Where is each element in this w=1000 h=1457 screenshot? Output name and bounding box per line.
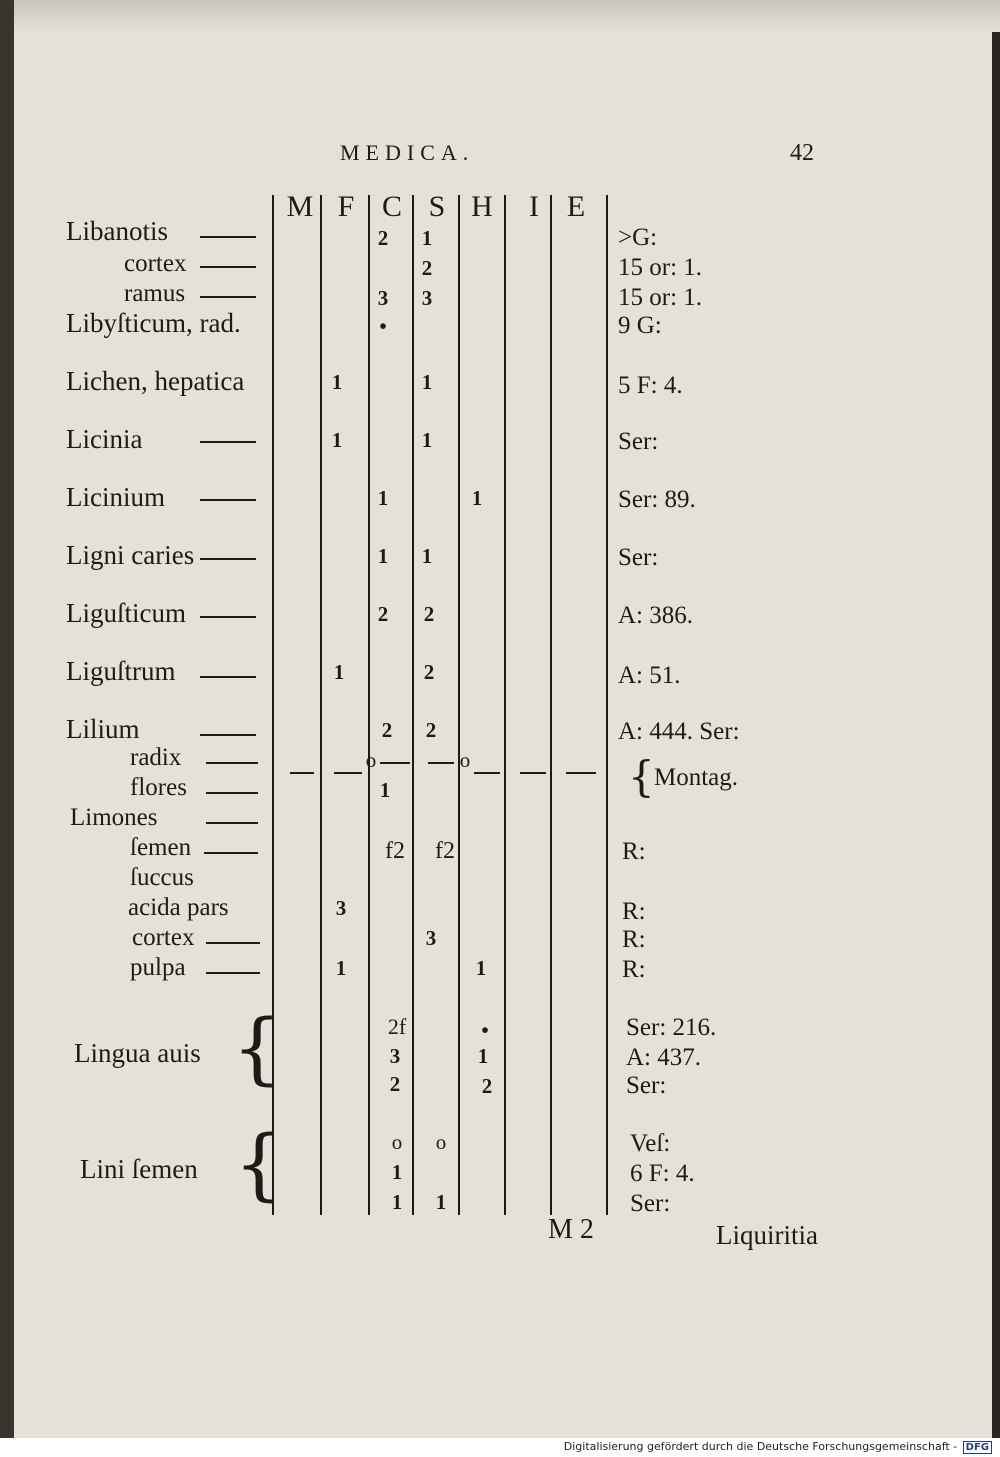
cell-value: o bbox=[459, 748, 471, 772]
catchword: Liquiritia bbox=[716, 1220, 818, 1250]
cell-value: f2 bbox=[385, 838, 405, 864]
leader-dash bbox=[204, 852, 258, 854]
brace-bracket: { bbox=[234, 1120, 284, 1210]
cell-value: 2 bbox=[421, 256, 433, 280]
reference-text: Ser: bbox=[618, 428, 659, 455]
leader-dash bbox=[200, 499, 256, 501]
leader-dash bbox=[200, 296, 256, 298]
cell-value: 2 bbox=[377, 602, 389, 626]
cell-value: 3 bbox=[389, 1044, 401, 1068]
cell-value: 1 bbox=[331, 370, 343, 394]
page-number: 42 bbox=[790, 140, 814, 166]
column-header-s: S bbox=[428, 190, 446, 223]
column-header-m: M bbox=[286, 190, 314, 223]
funding-notice-text: Digitalisierung gefördert durch die Deutsche Forschungsgemeinschaft - bbox=[563, 1440, 958, 1453]
column-rule bbox=[412, 195, 414, 1215]
reference-text: R: bbox=[622, 956, 646, 983]
page-top-shadow bbox=[14, 0, 1000, 32]
leader-dash bbox=[200, 441, 256, 443]
column-header-e: E bbox=[566, 190, 586, 223]
dfg-logo: DFG bbox=[963, 1441, 992, 1454]
radix-dash bbox=[520, 772, 546, 774]
row-label: Libanotis bbox=[66, 216, 168, 246]
cell-value: 1 bbox=[421, 370, 433, 394]
reference-text: 6 F: 4. bbox=[630, 1160, 695, 1187]
leader-dash bbox=[200, 616, 256, 618]
cell-value: 1 bbox=[421, 544, 433, 568]
row-label: Libyſticum, rad. bbox=[66, 308, 241, 338]
radix-dash bbox=[290, 772, 314, 774]
row-label: ſemen bbox=[130, 834, 192, 861]
row-label: Liguſtrum bbox=[66, 656, 176, 686]
row-label: acida pars bbox=[128, 894, 229, 921]
row-label: ſuccus bbox=[130, 864, 194, 891]
running-head: MEDICA. bbox=[340, 140, 475, 165]
cell-value: 3 bbox=[425, 926, 437, 950]
cell-value: o bbox=[365, 748, 377, 772]
reference-text: Ser: bbox=[618, 544, 659, 571]
row-label: Licinia bbox=[66, 424, 143, 454]
cell-value: 2 bbox=[423, 660, 435, 684]
row-label: Limones bbox=[70, 804, 158, 831]
cell-value: 1 bbox=[391, 1190, 403, 1214]
cell-value: 3 bbox=[377, 286, 389, 310]
row-label: Liguſticum bbox=[66, 598, 186, 628]
reference-text: A: 386. bbox=[618, 602, 693, 629]
leader-dash bbox=[200, 676, 256, 678]
cell-value: 1 bbox=[477, 1044, 489, 1068]
cell-value: f2 bbox=[435, 838, 455, 864]
radix-dash bbox=[566, 772, 596, 774]
row-label: ramus bbox=[124, 280, 186, 307]
cell-value: • bbox=[481, 1018, 489, 1042]
funding-notice bbox=[564, 1440, 992, 1454]
column-header-i: I bbox=[529, 190, 539, 223]
cell-value: 1 bbox=[331, 428, 343, 452]
leader-dash bbox=[206, 762, 258, 764]
leader-dash bbox=[200, 236, 256, 238]
cell-value: 2 bbox=[423, 602, 435, 626]
row-label: pulpa bbox=[130, 954, 186, 981]
reference-text: A: 51. bbox=[618, 662, 681, 689]
row-label: radix bbox=[130, 744, 182, 771]
row-label: cortex bbox=[124, 250, 187, 277]
column-rule bbox=[504, 195, 506, 1215]
reference-text: Ser: 89. bbox=[618, 486, 696, 513]
reference-text: 9 G: bbox=[618, 312, 662, 339]
leader-dash bbox=[206, 822, 258, 824]
leader-dash bbox=[206, 942, 260, 944]
row-label: Lilium bbox=[66, 714, 140, 744]
cell-value: 1 bbox=[377, 544, 389, 568]
cell-value: 2 bbox=[425, 718, 437, 742]
cell-value: 1 bbox=[377, 486, 389, 510]
row-label: Lingua auis bbox=[74, 1038, 201, 1068]
reference-text: 15 or: 1. bbox=[618, 284, 703, 311]
row-label: cortex bbox=[132, 924, 195, 951]
cell-value: 1 bbox=[475, 956, 487, 980]
leader-dash bbox=[206, 972, 260, 974]
row-label: flores bbox=[130, 774, 187, 801]
leader-dash bbox=[200, 734, 256, 736]
column-rule bbox=[320, 195, 322, 1215]
cell-value: 1 bbox=[435, 1190, 447, 1214]
brace-bracket: { bbox=[628, 752, 655, 801]
reference-text: >G: bbox=[618, 224, 658, 251]
cell-value: 2 bbox=[381, 718, 393, 742]
row-label: Ligni caries bbox=[66, 540, 195, 570]
book-spine-edge bbox=[0, 0, 14, 1438]
leader-dash bbox=[206, 792, 258, 794]
cell-value: 1 bbox=[379, 778, 391, 802]
reference-text: 15 or: 1. bbox=[618, 254, 703, 281]
column-rule bbox=[368, 195, 370, 1215]
cell-value: 1 bbox=[421, 226, 433, 250]
reference-text: Montag. bbox=[654, 764, 739, 791]
row-label: Lini ſemen bbox=[80, 1154, 198, 1184]
reference-text: A: 437. bbox=[626, 1044, 701, 1071]
cell-value: • bbox=[379, 314, 387, 338]
column-rule bbox=[606, 195, 608, 1215]
reference-text: R: bbox=[622, 898, 646, 925]
reference-text: Ser: bbox=[626, 1072, 667, 1099]
cell-value: 1 bbox=[333, 660, 345, 684]
cell-value: 2 bbox=[389, 1072, 401, 1096]
cell-value: 3 bbox=[335, 896, 347, 920]
leader-dash bbox=[200, 558, 256, 560]
cell-value: 1 bbox=[335, 956, 347, 980]
cell-value: 2f bbox=[387, 1014, 407, 1039]
cell-value: o bbox=[435, 1130, 447, 1154]
leader-dash bbox=[200, 266, 256, 268]
cell-value: 1 bbox=[471, 486, 483, 510]
reference-text: 5 F: 4. bbox=[618, 372, 683, 399]
row-label: Licinium bbox=[66, 482, 165, 512]
column-header-h: H bbox=[471, 190, 493, 223]
cell-value: o bbox=[391, 1130, 403, 1154]
cell-value: 1 bbox=[421, 428, 433, 452]
column-header-f: F bbox=[337, 190, 355, 223]
cell-value: 2 bbox=[377, 226, 389, 250]
reference-text: A: 444. Ser: bbox=[618, 718, 740, 745]
reference-text: Ser: 216. bbox=[626, 1014, 717, 1041]
cell-value: 3 bbox=[421, 286, 433, 310]
signature-mark: M 2 bbox=[548, 1214, 594, 1245]
brace-bracket: { bbox=[232, 1004, 282, 1094]
cell-value: 1 bbox=[391, 1160, 403, 1184]
reference-text: R: bbox=[622, 838, 646, 865]
column-rule bbox=[550, 195, 552, 1215]
column-rule bbox=[458, 195, 460, 1215]
reference-text: Veſ: bbox=[630, 1130, 671, 1157]
column-header-c: C bbox=[381, 190, 402, 223]
reference-text: Ser: bbox=[630, 1190, 671, 1217]
reference-text: R: bbox=[622, 926, 646, 953]
cell-value: 2 bbox=[481, 1074, 493, 1098]
row-label: Lichen, hepatica bbox=[66, 366, 245, 396]
